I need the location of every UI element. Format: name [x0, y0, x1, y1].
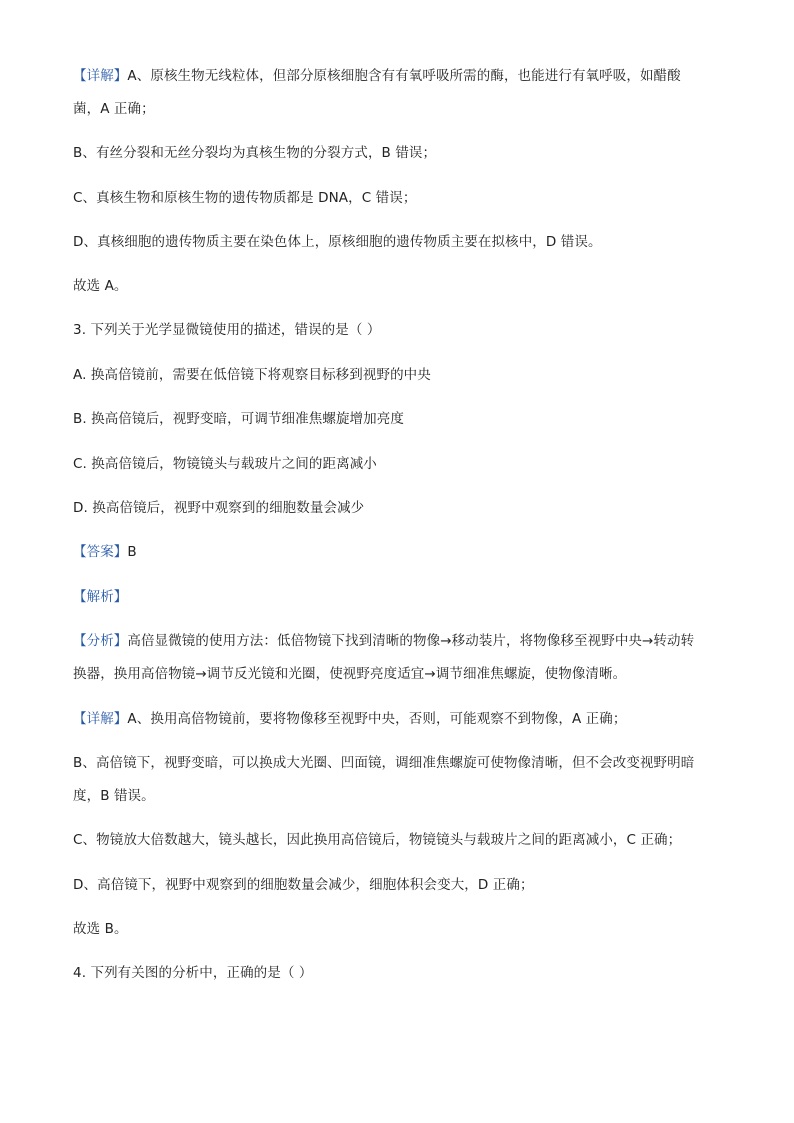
answer-tag: 【答案】	[73, 544, 128, 560]
analysis-heading	[73, 587, 127, 607]
fenxi-line-1	[73, 631, 694, 651]
q3-detail-c: C、物镜放大倍数越大，镜头越长，因此换用高倍镜后，物镜镜头与载玻片之间的距离减小，C 正确；	[73, 832, 682, 848]
analysis-tag: 【解析】	[73, 589, 128, 605]
question-3-option-a: A. 换高倍镜前，需要在低倍镜下将观察目标移到视野的中央	[73, 367, 431, 383]
q3-detail-line-a	[73, 709, 626, 729]
q3-detail-b-1: B、高倍镜下，视野变暗，可以换成大光圈、凹面镜，调细准焦螺旋可使物像清晰，但不会改变视野明暗	[73, 755, 695, 771]
question-3-stem: 3. 下列关于光学显微镜使用的描述，错误的是（ ）	[73, 322, 381, 338]
detail-option-c: C、真核生物和原核生物的遗传物质都是 DNA，C 错误；	[73, 190, 417, 206]
answer-line	[73, 542, 137, 562]
q3-detail-tag: 【详解】	[73, 711, 128, 727]
q3-detail-d: D、高倍镜下，视野中观察到的细胞数量会减少，细胞体积会变大，D 正确；	[73, 877, 534, 893]
question-4-stem: 4. 下列有关图的分析中，正确的是（ ）	[73, 965, 313, 981]
detail-option-d: D、真核细胞的遗传物质主要在染色体上，原核细胞的遗传物质主要在拟核中，D 错误。	[73, 234, 602, 250]
q3-detail-a-text: A、换用高倍物镜前，要将物像移至视野中央，否则，可能观察不到物像，A 正确；	[127, 711, 627, 727]
fenxi-line-2: 换器，换用高倍物镜→调节反光镜和光圈，使视野亮度适宜→调节细准焦螺旋，使物像清晰。	[73, 666, 627, 682]
detail-text: A、原核生物无线粒体，但部分原核细胞含有有氧呼吸所需的酶，也能进行有氧呼吸，如醋酸	[127, 68, 681, 84]
detail-tag: 【详解】	[73, 68, 128, 84]
question-3-option-c: C. 换高倍镜后，物镜镜头与载玻片之间的距离减小	[73, 456, 377, 472]
q3-detail-b-2: 度，B 错误。	[73, 788, 155, 804]
fenxi-tag: 【分析】	[73, 633, 128, 649]
detail-option-b: B、有丝分裂和无丝分裂均为真核生物的分裂方式，B 错误；	[73, 145, 437, 161]
question-3-option-b: B. 换高倍镜后，视野变暗，可调节细准焦螺旋增加亮度	[73, 411, 404, 427]
fenxi-text: 高倍显微镜的使用方法：低倍物镜下找到清晰的物像→移动装片，将物像移至视野中央→转动转	[127, 633, 695, 649]
answer-value: B	[127, 544, 137, 560]
choose-a: 故选 A。	[73, 278, 128, 294]
question-3-option-d: D. 换高倍镜后，视野中观察到的细胞数量会减少	[73, 500, 365, 516]
choose-b: 故选 B。	[73, 921, 128, 937]
detail-line-1	[73, 66, 681, 86]
detail-line-2: 菌，A 正确；	[73, 101, 155, 117]
